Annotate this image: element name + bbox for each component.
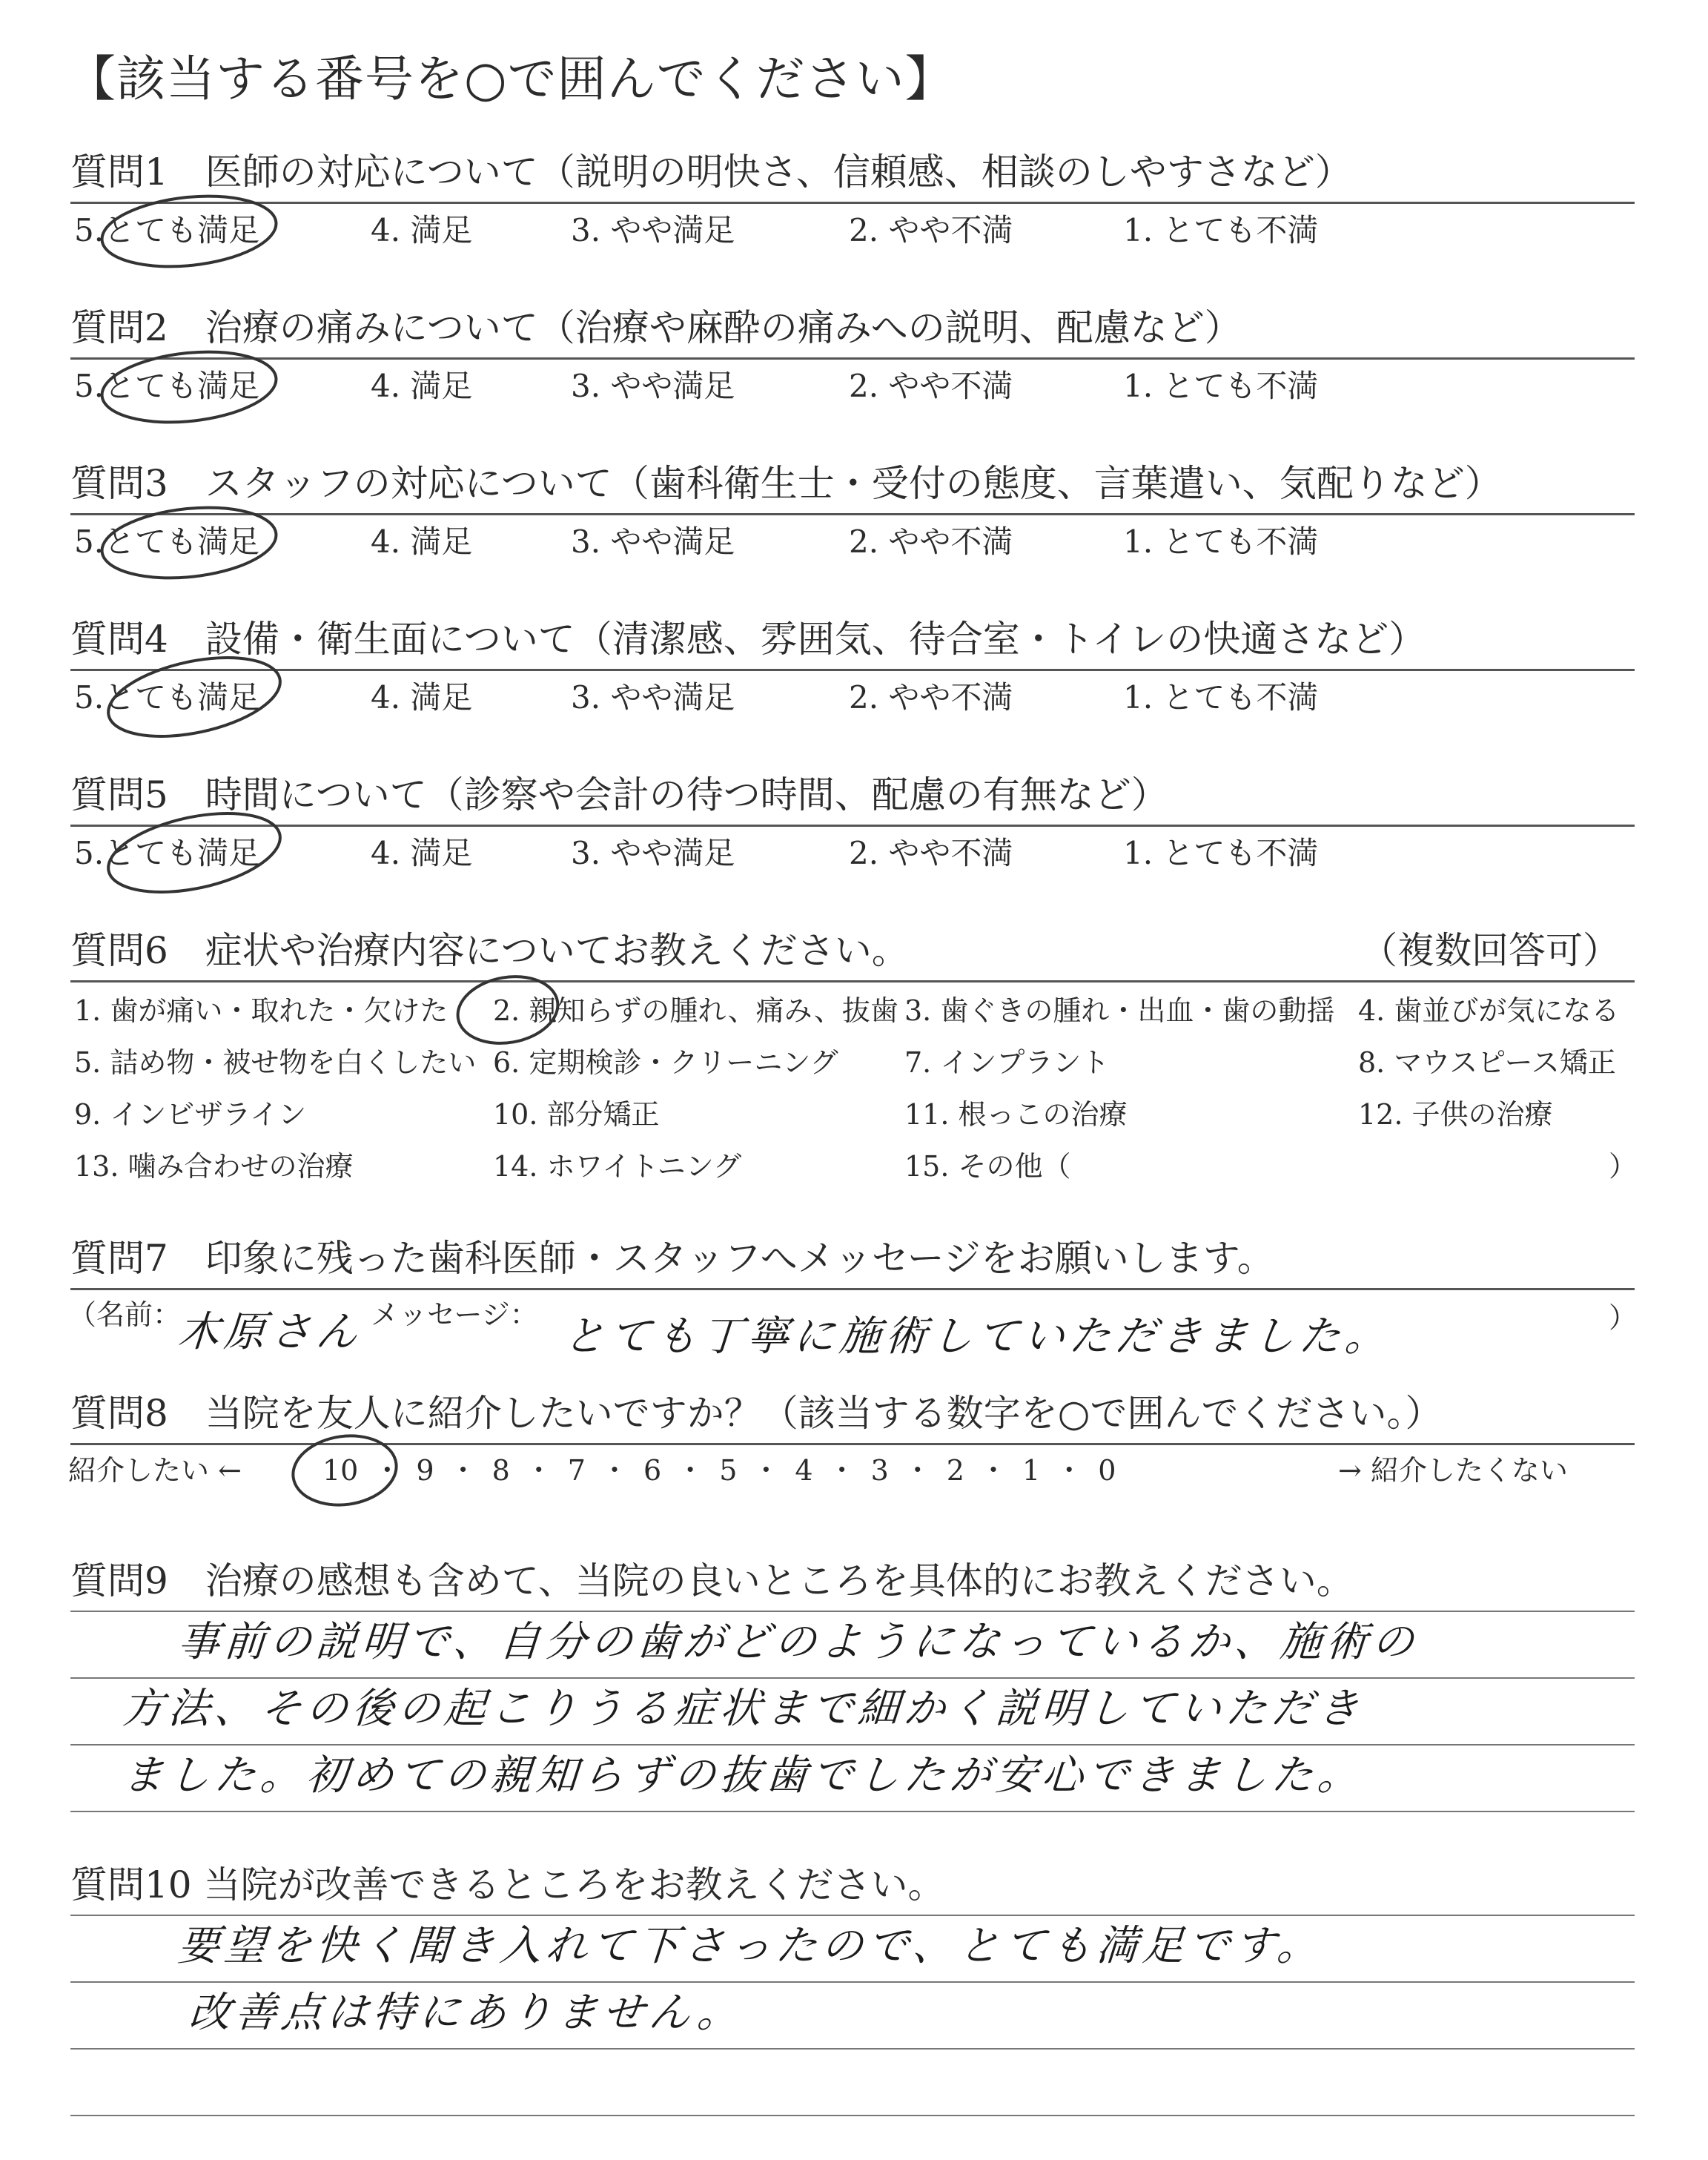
q6-item-14[interactable]: 14. ホワイトニング: [493, 1150, 742, 1183]
q5-option-1[interactable]: 1. とても不満: [1123, 835, 1319, 871]
q4-option-2[interactable]: 2. やや不満: [849, 679, 1013, 716]
question-5: 質問5 時間について（診察や会計の待つ時間、配慮の有無など）: [70, 773, 1168, 816]
q3-option-2[interactable]: 2. やや不満: [849, 524, 1013, 560]
q10-answer-line[interactable]: 改善点は特にありません。: [187, 1989, 745, 2037]
q6-item-11[interactable]: 11. 根っこの治療: [904, 1098, 1128, 1131]
recommend-option-7[interactable]: 7: [567, 1454, 586, 1487]
q6-item-12[interactable]: 12. 子供の治療: [1358, 1098, 1553, 1131]
q10-answer-line[interactable]: 要望を快く聞き入れて下さったので、とても満足です。: [176, 1922, 1325, 1970]
q6-item-7[interactable]: 7. インプラント: [904, 1046, 1110, 1079]
question-10: 質問10 当院が改善できるところをお教えください。: [70, 1863, 945, 1906]
q4-option-5[interactable]: 5.とても満足: [74, 679, 260, 716]
q1-option-4[interactable]: 4. 満足: [371, 212, 473, 248]
scale-separator: ・: [752, 1454, 781, 1487]
q2-option-4[interactable]: 4. 満足: [371, 368, 473, 404]
selection-circle: [99, 188, 279, 274]
q6-item-5[interactable]: 5. 詰め物・被せ物を白くしたい: [74, 1046, 477, 1079]
scale-separator: ・: [600, 1454, 629, 1487]
recommend-left-label: 紹介したい ←: [68, 1454, 242, 1487]
q1-option-3[interactable]: 3. やや満足: [571, 212, 735, 248]
q6-item-10[interactable]: 10. 部分矯正: [493, 1098, 660, 1131]
scale-separator: ・: [903, 1454, 932, 1487]
q5-option-2[interactable]: 2. やや不満: [849, 835, 1013, 871]
message-label: メッセージ：: [371, 1298, 538, 1331]
name-value[interactable]: 木原さん: [176, 1308, 364, 1356]
q5-option-5[interactable]: 5.とても満足: [74, 835, 260, 871]
question-1: 質問1 医師の対応について（説明の明快さ、信頼感、相談のしやすさなど）: [70, 151, 1352, 194]
recommend-option-3[interactable]: 3: [870, 1454, 889, 1487]
q9-answer-line[interactable]: ました。初めての親知らずの抜歯でしたが安心できました。: [120, 1751, 1366, 1800]
q6-item-1[interactable]: 1. 歯が痛い・取れた・欠けた: [74, 994, 448, 1027]
recommend-option-10[interactable]: 10: [322, 1454, 359, 1487]
name-label: （名前：: [68, 1298, 182, 1331]
scale-separator: ・: [448, 1454, 477, 1487]
q6-item-13[interactable]: 13. 噛み合わせの治療: [74, 1150, 354, 1183]
recommend-option-9[interactable]: 9: [416, 1454, 434, 1487]
recommend-option-5[interactable]: 5: [719, 1454, 738, 1487]
q6-item-8[interactable]: 8. マウスピース矯正: [1358, 1046, 1616, 1079]
q6-item-6[interactable]: 6. 定期検診・クリーニング: [493, 1046, 838, 1079]
recommend-option-2[interactable]: 2: [946, 1454, 964, 1487]
q6-item-4[interactable]: 4. 歯並びが気になる: [1358, 994, 1620, 1027]
scale-separator: ・: [979, 1454, 1007, 1487]
selection-circle: [102, 644, 288, 750]
q2-option-1[interactable]: 1. とても不満: [1123, 368, 1319, 404]
message-close: ）: [1609, 1301, 1638, 1334]
question-4: 質問4 設備・衛生面について（清潔感、雰囲気、待合室・トイレの快適さなど）: [70, 618, 1426, 661]
q4-option-1[interactable]: 1. とても不満: [1123, 679, 1319, 716]
scale-separator: ・: [676, 1454, 705, 1487]
question-2: 質問2 治療の痛みについて（治療や麻酔の痛みへの説明、配慮など）: [70, 306, 1242, 349]
q2-option-2[interactable]: 2. やや不満: [849, 368, 1013, 404]
q5-option-4[interactable]: 4. 満足: [371, 835, 473, 871]
scale-separator: ・: [827, 1454, 856, 1487]
form-title: 【該当する番号を○で囲んでください】: [67, 50, 955, 108]
recommend-right-label: → 紹介したくない: [1338, 1454, 1568, 1487]
selection-circle: [102, 800, 288, 906]
selection-circle: [288, 1430, 400, 1512]
question-6: 質問6 症状や治療内容についてお教えください。: [70, 929, 909, 972]
message-value[interactable]: とても丁寧に施術していただきました。: [561, 1312, 1393, 1361]
scale-separator: ・: [373, 1454, 402, 1487]
q5-option-3[interactable]: 3. やや満足: [571, 835, 735, 871]
q4-option-4[interactable]: 4. 満足: [371, 679, 473, 716]
q1-option-1[interactable]: 1. とても不満: [1123, 212, 1319, 248]
question-7: 質問7 印象に残った歯科医師・スタッフへメッセージをお願いします。: [70, 1237, 1274, 1280]
question-8: 質問8 当院を友人に紹介したいですか？（該当する数字を○で囲んでください。）: [70, 1392, 1443, 1435]
q6-other-close: ）: [1609, 1150, 1638, 1183]
q6-item-9[interactable]: 9. インビザライン: [74, 1098, 307, 1131]
recommend-option-6[interactable]: 6: [643, 1454, 662, 1487]
scale-separator: ・: [524, 1454, 553, 1487]
q2-option-3[interactable]: 3. やや満足: [571, 368, 735, 404]
q4-option-3[interactable]: 3. やや満足: [571, 679, 735, 716]
recommend-option-8[interactable]: 8: [491, 1454, 510, 1487]
q6-item-15[interactable]: 15. その他（: [904, 1150, 1071, 1183]
recommend-option-0[interactable]: 0: [1098, 1454, 1116, 1487]
q3-option-3[interactable]: 3. やや満足: [571, 524, 735, 560]
q3-option-5[interactable]: 5.とても満足: [74, 524, 260, 560]
q6-item-2[interactable]: 2. 親知らずの腫れ、痛み、抜歯: [493, 994, 898, 1027]
q3-option-4[interactable]: 4. 満足: [371, 524, 473, 560]
q6-item-3[interactable]: 3. 歯ぐきの腫れ・出血・歯の動揺: [904, 994, 1335, 1027]
question-9: 質問9 治療の感想も含めて、当院の良いところを具体的にお教えください。: [70, 1559, 1354, 1602]
recommend-option-4[interactable]: 4: [795, 1454, 813, 1487]
selection-circle: [99, 344, 279, 430]
q2-option-5[interactable]: 5.とても満足: [74, 368, 260, 404]
selection-circle: [452, 969, 563, 1051]
q9-answer-line[interactable]: 事前の説明で、自分の歯がどのようになっているか、施術の: [176, 1618, 1420, 1666]
q9-answer-line[interactable]: 方法、その後の起こりうる症状まで細かく説明していただき: [120, 1685, 1366, 1733]
scale-separator: ・: [1055, 1454, 1084, 1487]
q1-option-5[interactable]: 5.とても満足: [74, 212, 260, 248]
q1-option-2[interactable]: 2. やや不満: [849, 212, 1013, 248]
question-3: 質問3 スタッフの対応について（歯科衛生士・受付の態度、言葉遣い、気配りなど）: [70, 462, 1502, 505]
recommend-option-1[interactable]: 1: [1022, 1454, 1041, 1487]
multiple-answers-note: （複数回答可）: [1360, 929, 1620, 972]
q3-option-1[interactable]: 1. とても不満: [1123, 524, 1319, 560]
selection-circle: [99, 500, 279, 586]
